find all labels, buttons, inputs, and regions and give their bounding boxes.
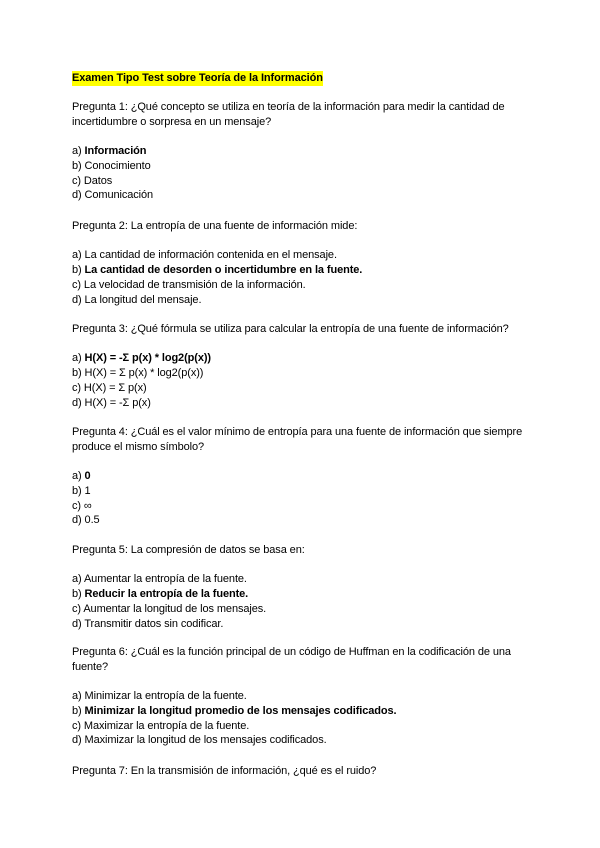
option-text: La longitud del mensaje. — [84, 293, 202, 306]
question-text: Pregunta 4: ¿Cuál es el valor mínimo de entropía para una fuente de información que siempre produce el mismo símbolo? — [72, 426, 523, 453]
answer-option — [72, 469, 532, 484]
question-text: Pregunta 3: ¿Qué fórmula se utiliza para calcular la entropía de una fuente de información? — [72, 323, 509, 335]
answer-option — [72, 159, 532, 174]
option-text: Aumentar la longitud de los mensajes. — [83, 602, 267, 615]
option-text: Aumentar la entropía de la fuente. — [83, 573, 247, 586]
option-text: Datos — [83, 174, 113, 187]
question-block — [72, 322, 532, 410]
answer-option — [72, 351, 532, 366]
option-text-correct: Información — [84, 145, 147, 158]
option-text-correct: 0 — [84, 470, 91, 483]
option-letter: c) — [72, 278, 84, 291]
option-letter: a) — [72, 249, 85, 262]
question-block — [72, 543, 532, 631]
option-letter: d) — [72, 396, 85, 409]
option-letter: b) — [72, 704, 85, 717]
question-text: Pregunta 5: La compresión de datos se basa en: — [72, 544, 305, 556]
option-text: La velocidad de transmisión de la información. — [83, 278, 306, 291]
answer-option — [72, 174, 532, 189]
answer-option — [72, 484, 532, 499]
answer-option — [72, 617, 532, 632]
question-text: Pregunta 7: En la transmisión de información, ¿qué es el ruido? — [72, 765, 377, 777]
question-text: Pregunta 6: ¿Cuál es la función principal de un código de Huffman en la codificación de una fuente? — [72, 646, 511, 673]
option-letter: c) — [72, 174, 84, 187]
option-letter: b) — [72, 484, 85, 497]
option-text-correct: Minimizar la longitud promedio de los mensajes codificados. — [84, 704, 397, 717]
option-text: 0.5 — [84, 514, 100, 527]
option-letter: d) — [72, 734, 85, 747]
option-text: Minimizar la entropía de la fuente. — [84, 690, 247, 703]
answer-option — [72, 704, 532, 719]
answer-option — [72, 396, 532, 411]
option-text: ∞ — [83, 499, 92, 512]
option-letter: c) — [72, 602, 84, 615]
question-block — [72, 100, 532, 203]
option-letter: b) — [72, 367, 85, 380]
options-list — [72, 469, 532, 528]
option-text: H(X) = Σ p(x) * log2(p(x)) — [84, 367, 204, 380]
question-block — [72, 764, 532, 793]
option-letter: b) — [72, 588, 85, 601]
option-text: 1 — [84, 484, 91, 497]
question-block — [72, 425, 532, 528]
question-block — [72, 219, 532, 307]
option-letter: d) — [72, 189, 85, 202]
answer-option — [72, 572, 532, 587]
option-letter: c) — [72, 381, 84, 394]
option-text: H(X) = -Σ p(x) — [84, 396, 151, 409]
question-text: Pregunta 1: ¿Qué concepto se utiliza en teoría de la información para medir la cantidad de incertidumbre o sorpresa en un mensaje? — [72, 101, 505, 128]
option-text: Conocimiento — [84, 159, 151, 172]
option-text-correct: Reducir la entropía de la fuente. — [84, 588, 249, 601]
option-letter: b) — [72, 159, 85, 172]
answer-option — [72, 719, 532, 734]
option-text: H(X) = Σ p(x) — [83, 381, 147, 394]
option-text: La cantidad de información contenida en el mensaje. — [84, 249, 337, 262]
answer-option — [72, 587, 532, 602]
option-text: Maximizar la longitud de los mensajes codificados. — [84, 734, 327, 747]
option-letter: b) — [72, 264, 85, 277]
option-text: Transmitir datos sin codificar. — [84, 617, 224, 630]
answer-option — [72, 144, 532, 159]
answer-option — [72, 499, 532, 514]
option-text-correct: La cantidad de desorden o incertidumbre en la fuente. — [84, 264, 363, 277]
answer-option — [72, 513, 532, 528]
answer-option — [72, 366, 532, 381]
answer-option — [72, 263, 532, 278]
option-text-correct: H(X) = -Σ p(x) * log2(p(x)) — [84, 352, 211, 365]
options-list — [72, 689, 532, 748]
answer-option — [72, 278, 532, 293]
option-letter: c) — [72, 719, 84, 732]
answer-option — [72, 602, 532, 617]
document-title: Examen Tipo Test sobre Teoría de la Información — [72, 72, 323, 84]
answer-option — [72, 689, 532, 704]
option-letter: a) — [72, 573, 84, 586]
option-letter: a) — [72, 352, 85, 365]
option-letter: c) — [72, 499, 84, 512]
answer-option — [72, 188, 532, 203]
option-letter: a) — [72, 145, 85, 158]
answer-option — [72, 293, 532, 308]
option-text: Maximizar la entropía de la fuente. — [83, 719, 250, 732]
answer-option — [72, 733, 532, 748]
option-letter: a) — [72, 470, 85, 483]
option-letter: d) — [72, 617, 85, 630]
option-letter: d) — [72, 514, 85, 527]
option-letter: a) — [72, 690, 85, 703]
option-letter: d) — [72, 293, 85, 306]
answer-option — [72, 248, 532, 263]
option-text: Comunicación — [84, 189, 154, 202]
question-block — [72, 645, 532, 748]
answer-option — [72, 381, 532, 396]
options-list — [72, 248, 532, 307]
options-list — [72, 572, 532, 631]
options-list — [72, 351, 532, 410]
options-list — [72, 144, 532, 203]
question-text: Pregunta 2: La entropía de una fuente de información mide: — [72, 220, 358, 232]
